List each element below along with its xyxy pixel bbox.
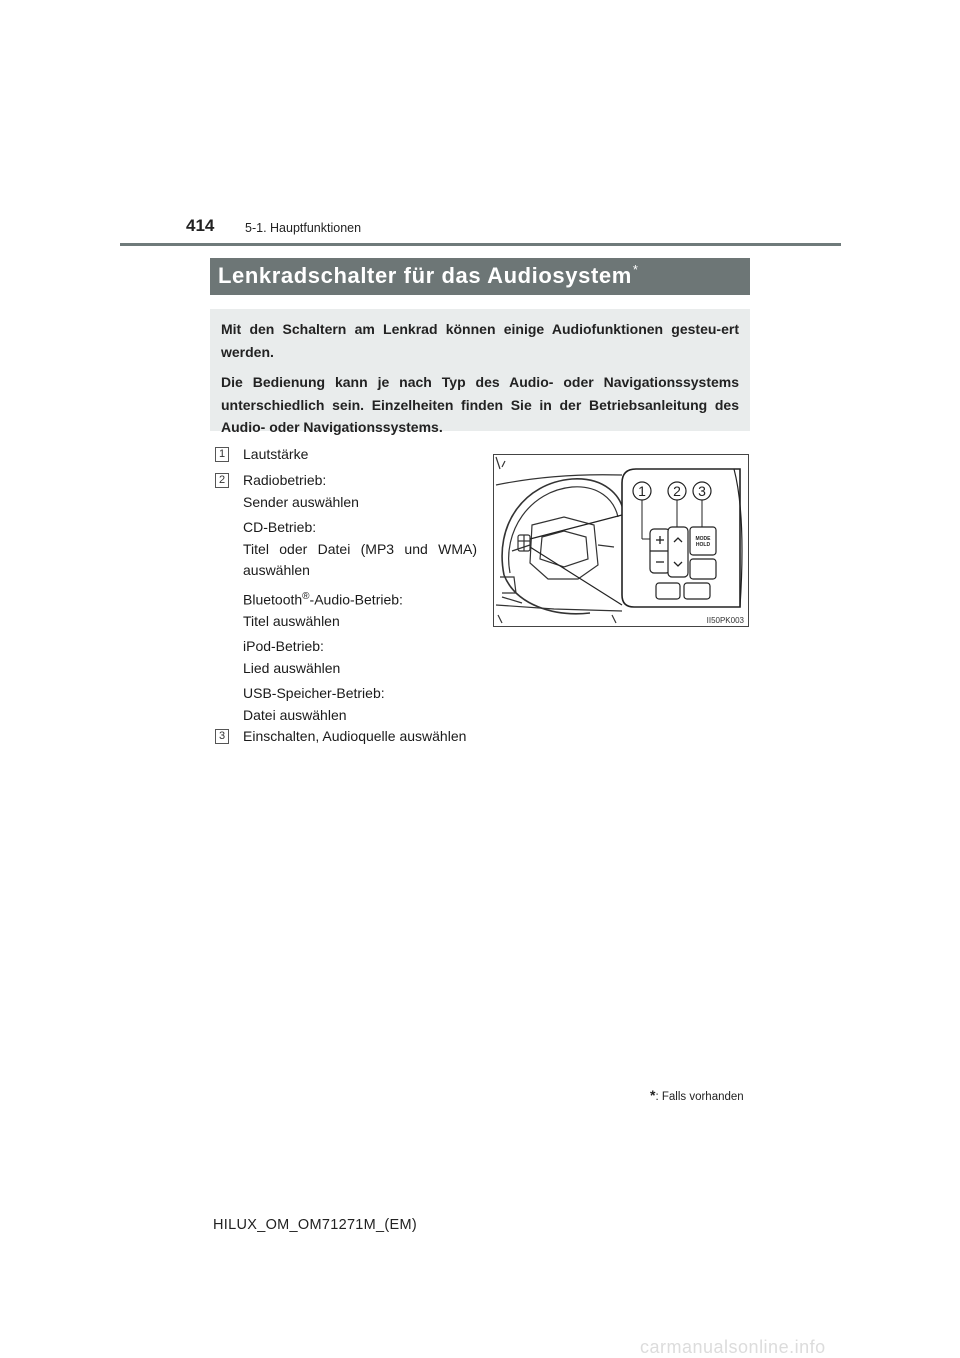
steering-wheel-illustration xyxy=(494,455,748,626)
callout-3: 3 xyxy=(698,483,706,499)
intro-paragraph-2: Die Bedienung kann je nach Typ des Audio- oder Navigationssystems unterschiedlich sein. Einzelheiten finden Sie in der Betriebsanleitung des Audio- oder Navigationssystems. xyxy=(221,374,739,435)
item-text-1: Lautstärke xyxy=(243,446,309,462)
title-marker: * xyxy=(632,262,639,277)
footnote-text: : Falls vorhanden xyxy=(655,1091,744,1103)
radio-text: Sender auswählen xyxy=(243,493,359,510)
steering-wheel-figure xyxy=(493,454,749,627)
mode-label-line2: HOLD xyxy=(695,542,711,548)
intro-box xyxy=(210,309,750,435)
item-number-1: 1 xyxy=(215,447,229,462)
header-rule xyxy=(120,243,841,246)
mode-label-line1: MODE xyxy=(695,536,711,542)
section-label: 5-1. Hauptfunktionen xyxy=(245,221,362,235)
usb-text: Datei auswählen xyxy=(243,706,347,723)
title-text: Lenkradschalter für das Audiosystem xyxy=(218,263,632,288)
callout-2: 2 xyxy=(673,483,681,499)
registered-mark: ® xyxy=(302,590,310,602)
bluetooth-heading-post: -Audio-Betrieb: xyxy=(309,591,403,608)
cd-text: Titel oder Datei (MP3 und WMA) xyxy=(243,540,477,557)
page-number: 414 xyxy=(186,216,215,235)
ipod-text: Lied auswählen xyxy=(243,659,341,676)
bluetooth-heading-pre: Bluetooth xyxy=(243,591,303,608)
usb-heading: USB-Speicher-Betrieb: xyxy=(243,685,385,702)
page-title xyxy=(210,258,750,295)
callout-1: 1 xyxy=(638,483,646,499)
image-code: II50PK003 xyxy=(706,616,744,625)
ipod-heading: iPod-Betrieb: xyxy=(243,638,324,655)
footnote xyxy=(650,1087,744,1103)
bluetooth-heading xyxy=(243,586,477,611)
cd-heading: CD-Betrieb: xyxy=(243,519,317,535)
radio-heading: Radiobetrieb: xyxy=(243,472,327,488)
footnote-marker: * xyxy=(650,1087,656,1103)
intro-paragraph-1: Mit den Schaltern am Lenkrad können einige Audiofunktionen gesteu-ert werden. xyxy=(221,321,739,360)
cd-text-2: auswählen xyxy=(243,562,310,578)
watermark: carmanualsonline.info xyxy=(640,1337,826,1357)
item-number-3: 3 xyxy=(215,729,229,744)
footer-code: HILUX_OM_OM71271M_(EM) xyxy=(213,1217,418,1233)
item-text-3: Einschalten, Audioquelle auswählen xyxy=(243,728,467,744)
item-number-2: 2 xyxy=(215,473,229,488)
bluetooth-text: Titel auswählen xyxy=(243,612,340,629)
item-text-2 xyxy=(243,470,477,726)
